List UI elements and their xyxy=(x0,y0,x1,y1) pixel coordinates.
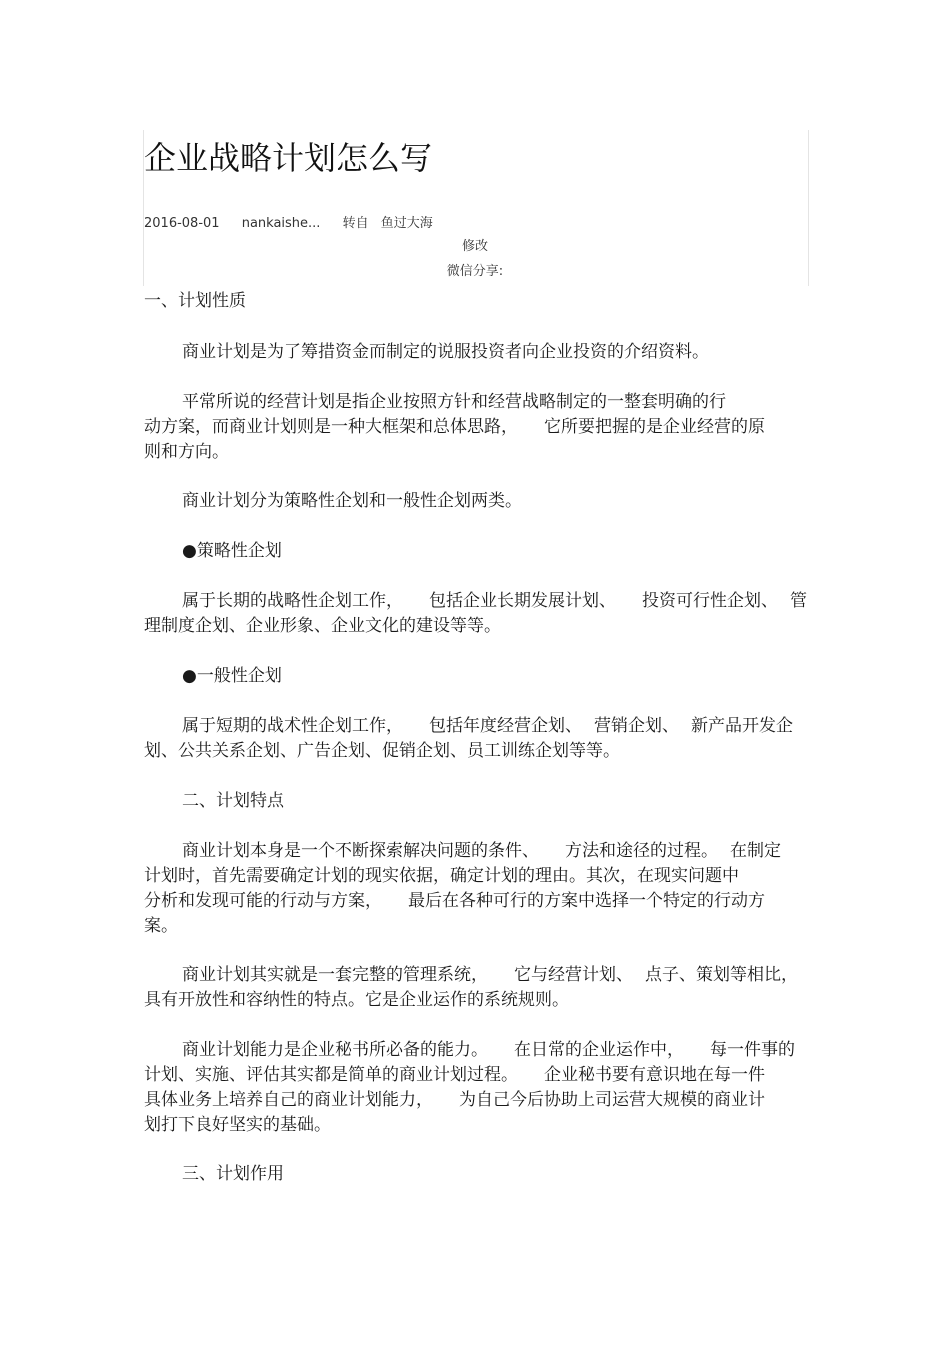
page-title: 企业战略计划怎么写 xyxy=(144,139,433,177)
paragraph-1: 商业计划是为了筹措资金而制定的说服投资者向企业投资的介绍资料。 xyxy=(182,342,709,362)
section-heading-3: 三、计划作用 xyxy=(182,1164,284,1184)
bullet-strategic-planning: ●策略性企划 xyxy=(182,541,282,561)
author-link[interactable]: nankaishe... xyxy=(241,216,321,231)
paragraph-5: 属于短期的战术性企划工作， 包括年度经营企划、 营销企划、 新产品开发企 划、公共关系企划、广告企划、促销企划、员工训练企划等等。 xyxy=(144,716,793,761)
paragraph-4: 属于长期的战略性企划工作， 包括企业长期发展计划、 投资可行性企划、 管 理制度企划、企业形象、企业文化的建设等等。 xyxy=(144,591,807,636)
wechat-share-label: 微信分享: xyxy=(446,264,504,279)
edit-link[interactable]: 修改 xyxy=(461,239,488,254)
section-heading-2: 二、计划特点 xyxy=(182,791,284,811)
section-heading-1: 一、计划性质 xyxy=(144,291,246,311)
paragraph-2: 平常所说的经营计划是指企业按照方针和经营战略制定的一整套明确的行 动方案，而商业计划则是一种大框架和总体思路， 它所要把握的是企业经营的原 则和方向。 xyxy=(144,392,765,462)
bullet-general-planning: ●一般性企划 xyxy=(182,666,282,686)
source-link[interactable]: 鱼过大海 xyxy=(380,216,433,231)
paragraph-6: 商业计划本身是一个不断探索解决问题的条件、 方法和途径的过程。 在制定 计划时，首先需要确定计划的现实依据，确定计划的理由。其次，在现实问题中 分析和发现可能的行动与方案， 最后在各种可行的方案中选择一个特定的行动方 案。 xyxy=(144,841,781,936)
paragraph-7: 商业计划其实就是一套完整的管理系统， 它与经营计划、 点子、策划等相比， 具有开放性和容纳性的特点。它是企业运作的系统规则。 xyxy=(144,965,798,1010)
paragraph-3: 商业计划分为策略性企划和一般性企划两类。 xyxy=(182,491,522,511)
post-date: 2016-08-01 xyxy=(144,216,220,231)
paragraph-8: 商业计划能力是企业秘书所必备的能力。 在日常的企业运作中， 每一件事的 计划、实施、评估其实都是简单的商业计划过程。 企业秘书要有意识地在每一件 具体业务上培养自己的商业计划能力， 为自己今后协助上司运营大规模的商业计 划打下良好坚实的基础。 xyxy=(144,1040,795,1135)
article-meta xyxy=(144,214,433,234)
source-label: 转自 xyxy=(342,216,369,231)
